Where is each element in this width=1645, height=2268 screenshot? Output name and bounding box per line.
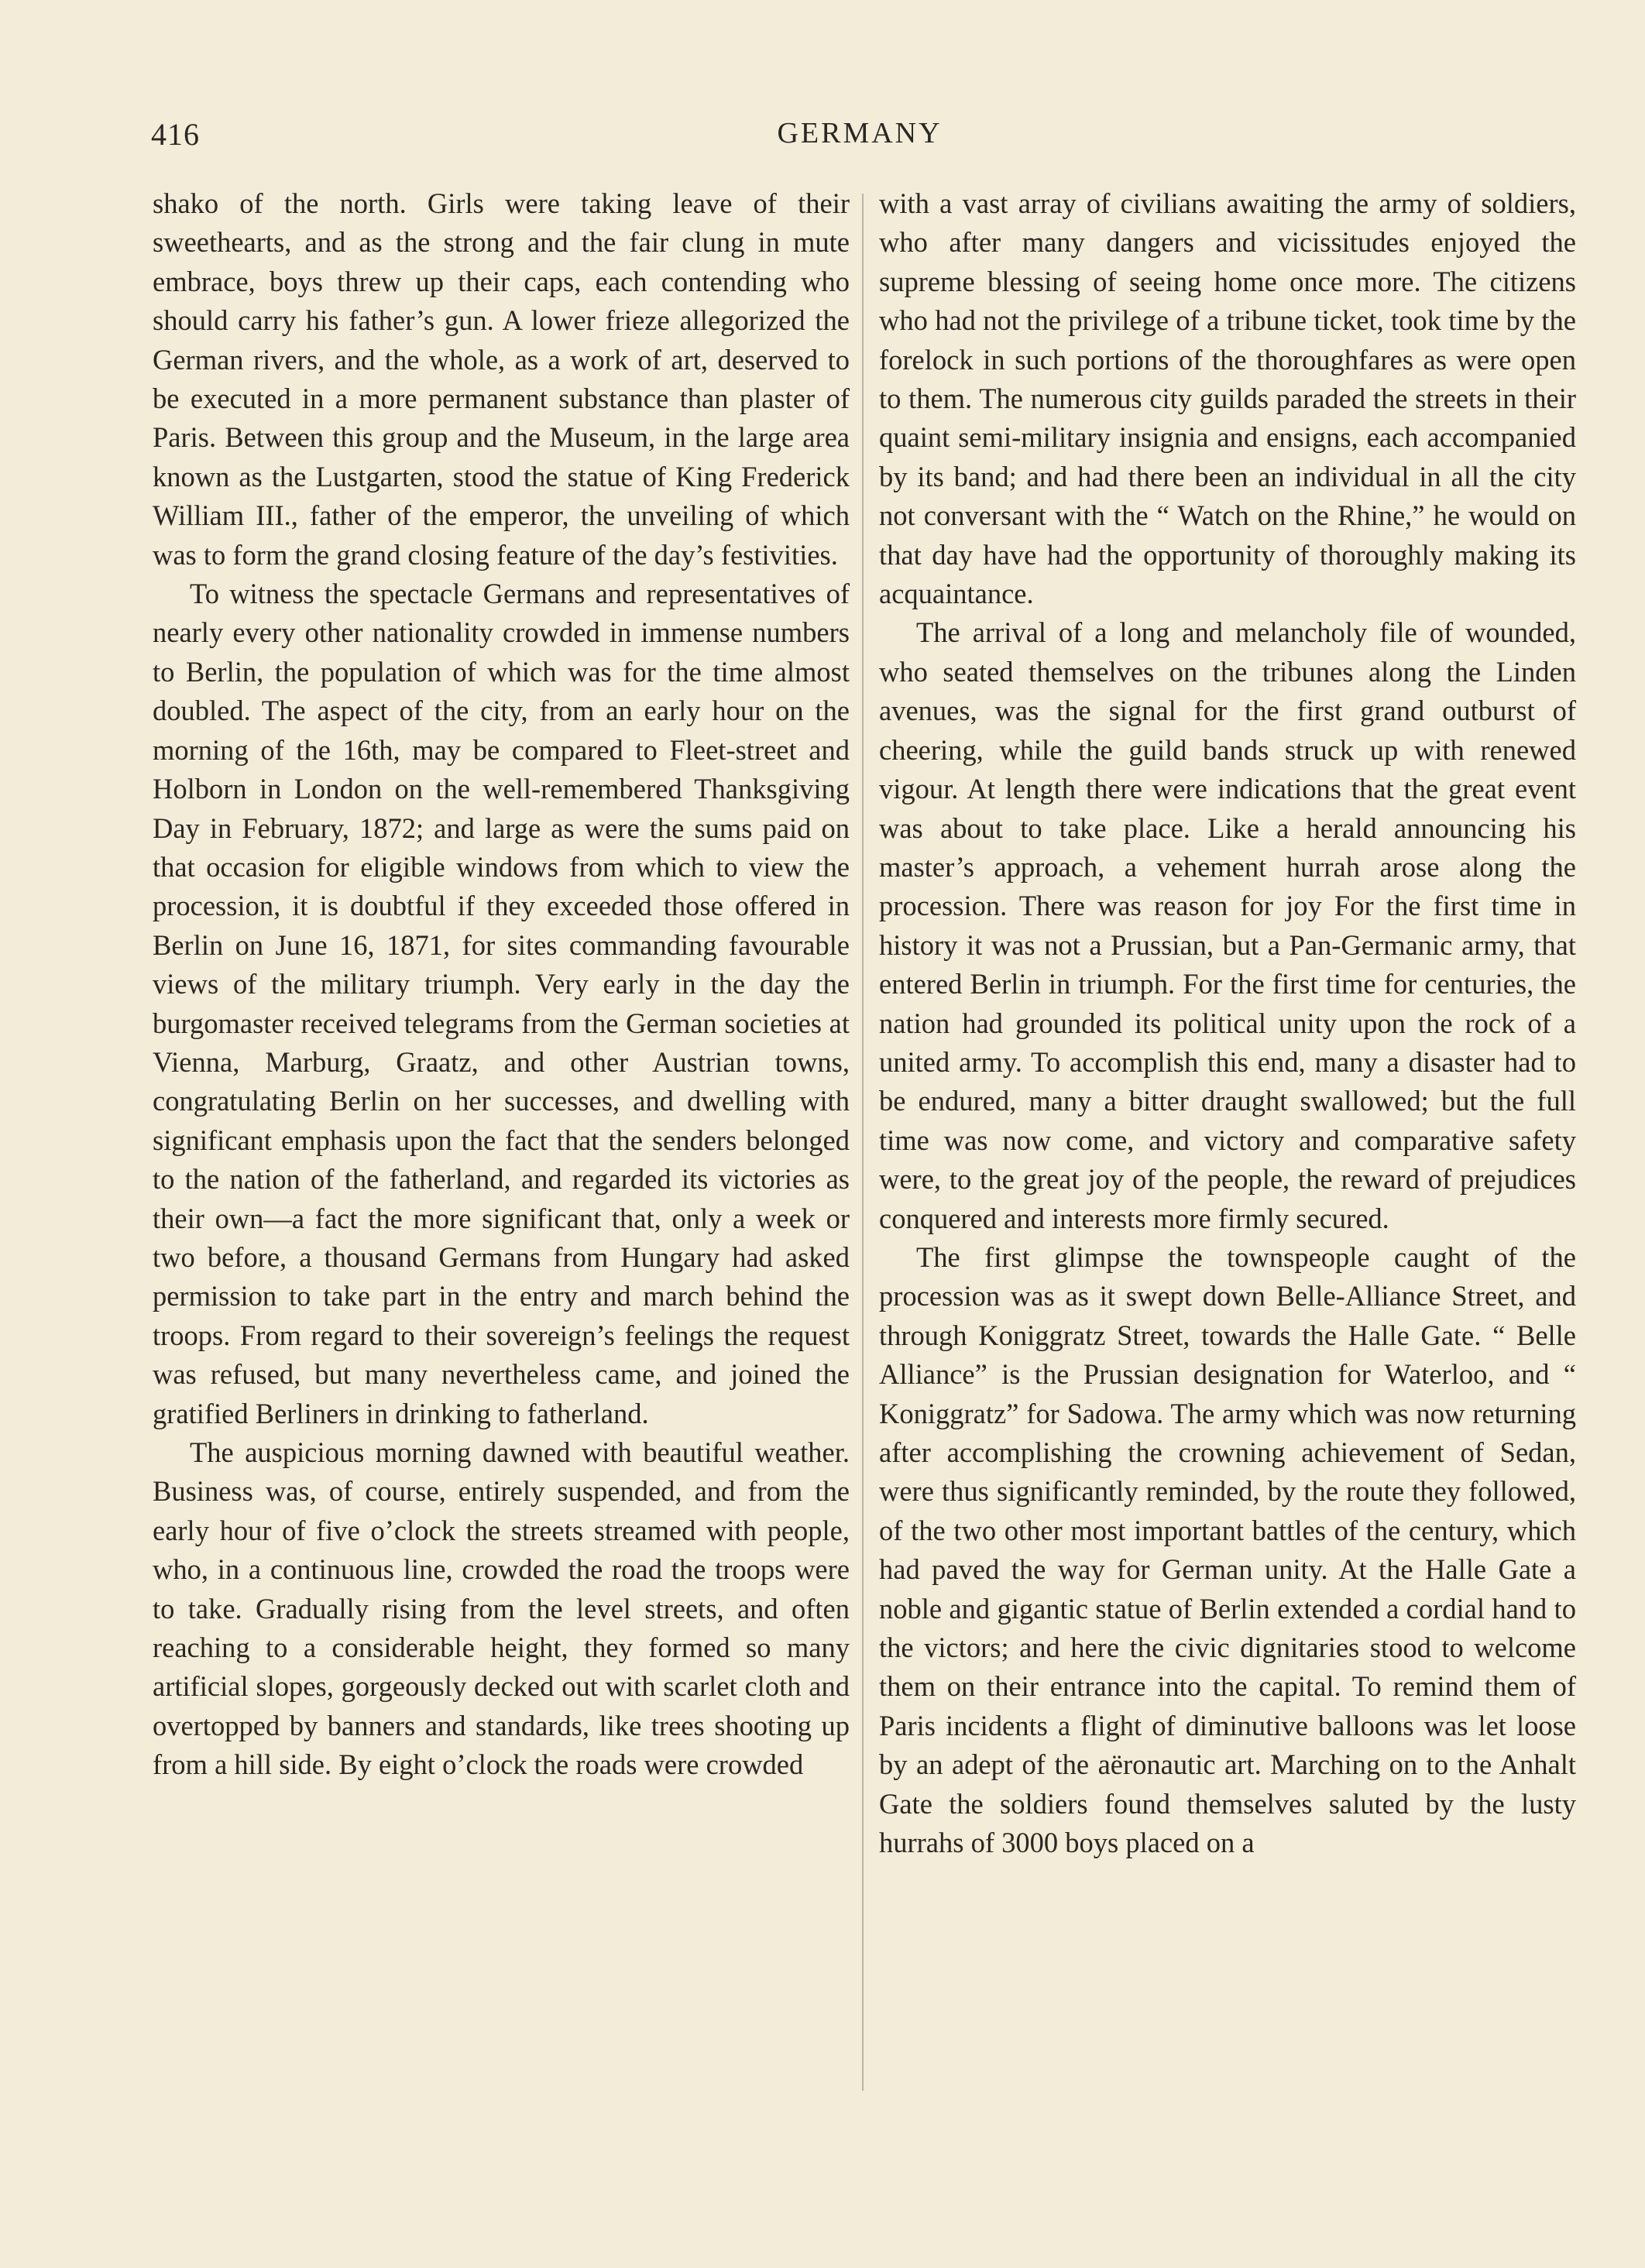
paragraph: The first glimpse the townspeople caught of the procession was as it swept down Belle-Alliance Street, and through Koniggratz Street, towards the Halle Gate. “ Belle Alliance” is the Prussian designation for Waterloo, and “ Koniggratz” for Sadowa. The army which was now returning after accomplishing the crowning achievement of Sedan, were thus significantly reminded, by the route they followed, of the two other most important battles of the century, which had paved the way for German unity. At the Halle Gate a noble and gigantic statue of Berlin extended a cordial hand to the victors; and here the civic dignitaries stood to welcome them on their entrance into the capital. To remind them of Paris incidents a flight of diminutive balloons was let loose by an adept of the aëronautic art. Marching on to the Anhalt Gate the soldiers found themselves saluted by the lusty hurrahs of 3000 boys placed on a (879, 1240, 1576, 1859)
column-divider (862, 194, 864, 2091)
paragraph: The auspicious morning dawned with beautiful weather. Business was, of course, entirely suspended, and from the early hour of five o’clock the streets streamed with people, who, in a continuous line, crowded the road the troops were to take. Gradually rising from the level streets, and often reaching to a considerable height, they formed so many artificial slopes, gorgeously decked out with scarlet cloth and overtopped by banners and standards, like trees shooting up from a hill side. By eight o’clock the roads were crowded (153, 1436, 850, 1781)
paragraph: To witness the spectacle Germans and representatives of nearly every other nationality crowded in immense numbers to Berlin, the population of which was for the time almost doubled. The aspect of the city, from an early hour on the morning of the 16th, may be compared to Fleet-street and Holborn in London on the well-remembered Thanksgiving Day in February, 1872; and large as were the sums paid on that occasion for eligible windows from which to view the procession, it is doubtful if they exceeded those offered in Berlin on June 16, 1871, for sites commanding favourable views of the military triumph. Very early in the day the burgomaster received telegrams from the German societies at Vienna, Marburg, Graatz, and other Austrian towns, congratulating Berlin on her successes, and dwelling with significant emphasis upon the fact that the senders belonged to the nation of the fatherland, and regarded its victories as their own—a fact the more significant that, only a week or two before, a thousand Germans from Hungary had asked permission to take part in the entry and march behind the troops. From regard to their sovereign’s feelings the request was refused, but many nevertheless came, and joined the gratified Berliners in drinking to fatherland. (153, 578, 850, 1429)
paragraph: shako of the north. Girls were taking leave of their sweethearts, and as the strong and the fair clung in mute embrace, boys threw up their caps, each contending who should carry his father’s gun. A lower frieze allegorized the German rivers, and the whole, as a work of art, deserved to be executed in a more permanent substance than plaster of Paris. Between this group and the Museum, in the large area known as the Lustgarten, stood the statue of King Frederick William III., father of the emperor, the unveiling of which was to form the grand closing feature of the day’s festivities. (153, 187, 850, 571)
paragraph: The arrival of a long and melancholy file of wounded, who seated themselves on the tribunes along the Linden avenues, was the signal for the first grand outburst of cheering, while the guild bands struck up with renewed vigour. At length there were indications that the great event was about to take place. Like a herald announcing his master’s approach, a vehement hurrah arose along the procession. There was reason for joy For the first time in history it was not a Prussian, but a Pan-Germanic army, that entered Berlin in triumph. For the first time for centuries, the nation had grounded its political unity upon the rock of a united army. To accomplish this end, many a disaster had to be endured, many a bitter draught swallowed; but the full time was now come, and victory and comparative safety were, to the great joy of the people, the reward of prejudices conquered and interests more firmly secured. (879, 616, 1576, 1234)
left-column (153, 184, 850, 1785)
paragraph: with a vast array of civilians awaiting the army of soldiers, who after many dangers and vicissitudes enjoyed the supreme blessing of seeing home once more. The citizens who had not the privilege of a tribune ticket, took time by the forelock in such portions of the thoroughfares as were open to them. The numerous city guilds paraded the streets in their quaint semi-military insignia and ensigns, each accompanied by its band; and had there been an individual in all the city not conversant with the “ Watch on the Rhine,” he would on that day have had the opportunity of thoroughly making its acquaintance. (879, 187, 1576, 610)
running-head (151, 116, 1568, 170)
right-column (879, 184, 1576, 1862)
page-title: GERMANY (777, 117, 943, 149)
page-number: 416 (151, 117, 200, 152)
